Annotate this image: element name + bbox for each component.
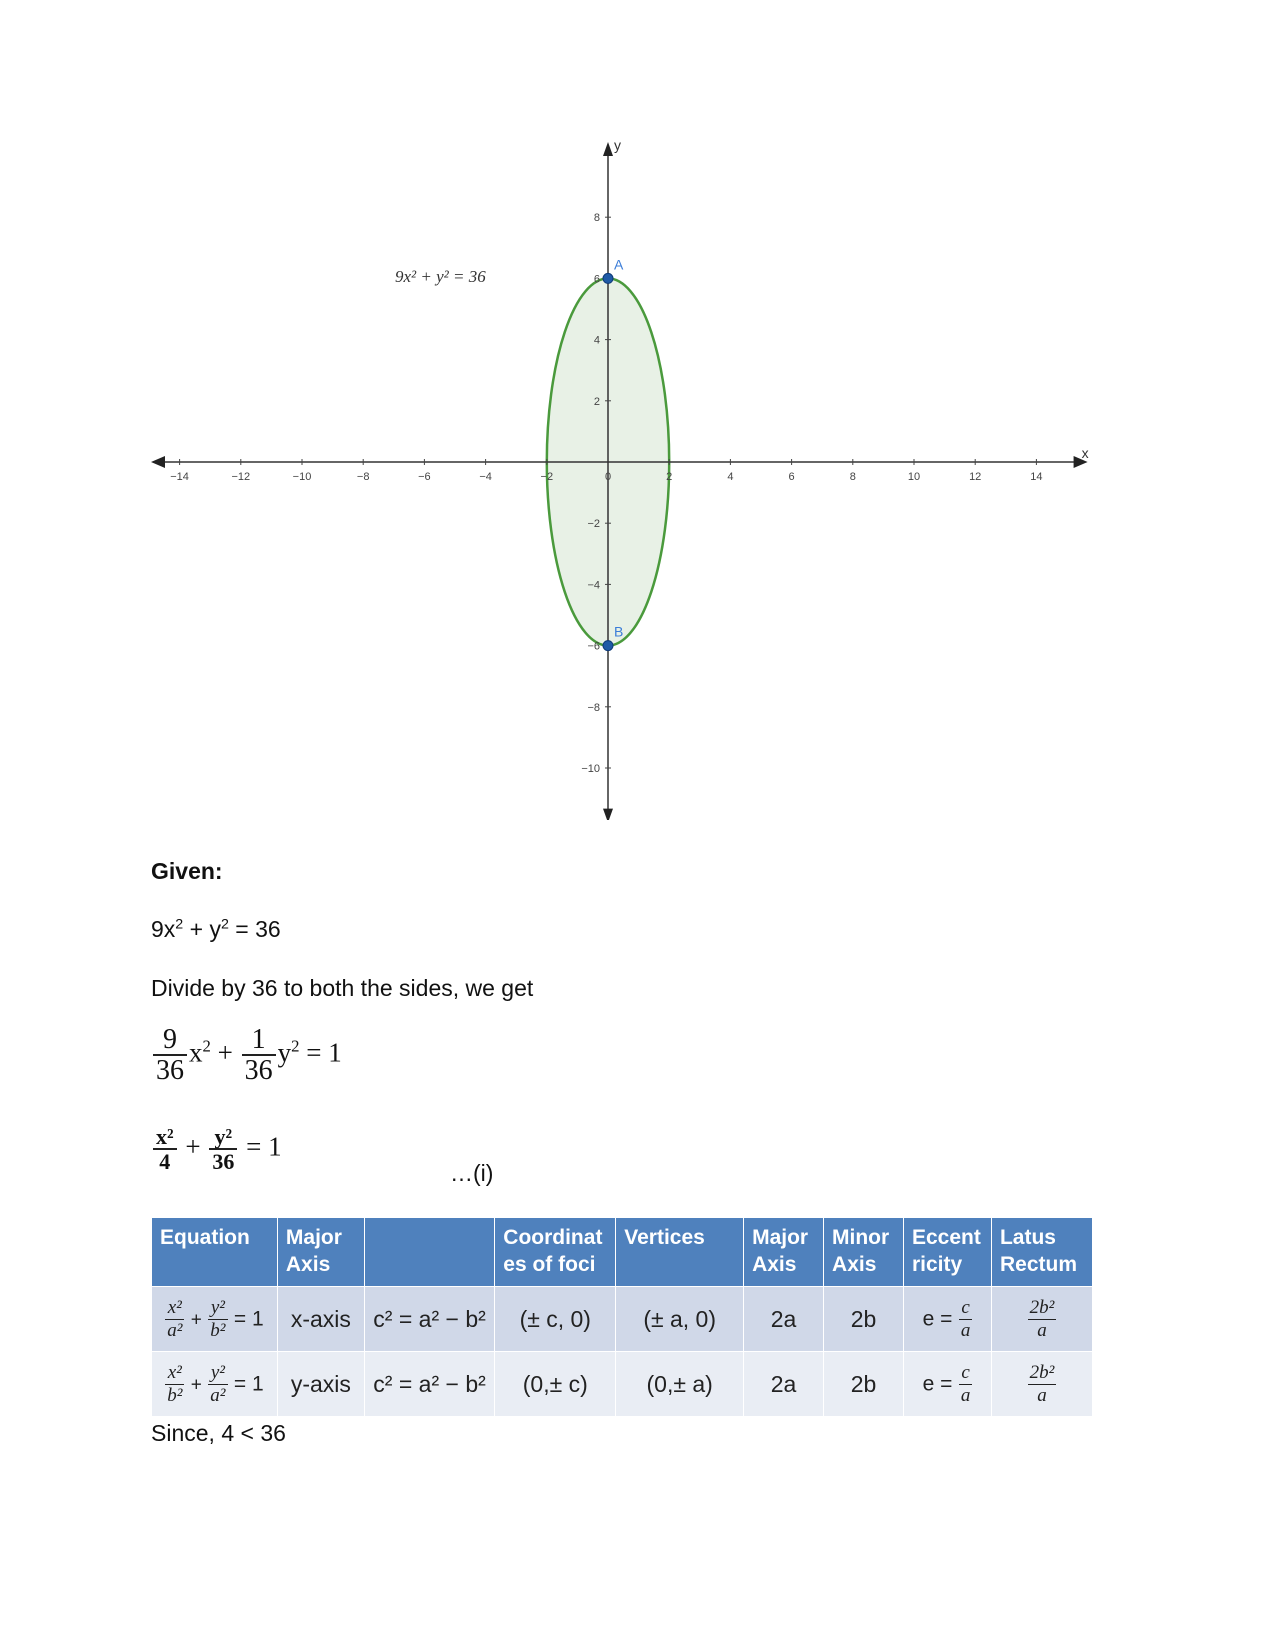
x-tick-label: −8 (356, 471, 370, 483)
fraction-x2-4: $\frac{\text{x²}}{4}$ (153, 1125, 177, 1173)
fraction-1-36: $\frac{1}{36}$ (242, 1025, 276, 1086)
cell-latus-rectum: $\frac{\text{2b²}}{a}$ (991, 1352, 1092, 1417)
y-tick-label: 8 (593, 212, 600, 225)
point-label-b: B (614, 623, 624, 640)
y-tick-label: −8 (587, 701, 600, 714)
x-tick-label: −14 (170, 471, 189, 483)
y-tick-label: −2 (587, 518, 600, 531)
x-tick-label: 4 (727, 471, 734, 483)
header-equation: Equation (152, 1218, 278, 1287)
y-axis-down-arrow (603, 809, 613, 820)
cell-relation: c² = a² − b² (364, 1287, 494, 1352)
x-tick-label: −2 (540, 471, 554, 483)
x-axis-label: x (1081, 445, 1089, 461)
x-tick-label: 6 (788, 471, 795, 483)
cell-major-axis: x-axis (277, 1287, 364, 1352)
x-tick-label: 2 (666, 471, 673, 483)
x-tick-label: 12 (969, 471, 982, 483)
x-tick-label: 10 (907, 471, 921, 483)
cell-eccentricity: e = $\frac{c}{a}$ (904, 1352, 992, 1417)
cell-equation: $\frac{\text{x²}}{\text{b²}}$ + $\frac{\text{y²}}{\text{a²}}$ = 1 (152, 1352, 278, 1417)
cell-relation: c² = a² − b² (364, 1352, 494, 1417)
cell-vertices: (± a, 0) (616, 1287, 744, 1352)
ellipse-graph (140, 140, 1090, 820)
y-axis-label: y (614, 140, 621, 153)
cell-minor-length: 2b (824, 1287, 904, 1352)
table-row (152, 1352, 1093, 1417)
table-header-row (152, 1218, 1093, 1287)
x-tick-label: −6 (418, 471, 431, 483)
y-tick-label: 4 (593, 334, 600, 347)
cell-equation: $\frac{\text{x²}}{\text{a²}}$ + $\frac{\text{y²}}{\text{b²}}$ = 1 (152, 1287, 278, 1352)
ellipse-properties-table-wrap (151, 1217, 1093, 1417)
graph-equation-label: 9x² + y² = 36 (395, 267, 486, 286)
header-major-axis: Major Axis (277, 1218, 364, 1287)
header-minor-axis-length: Minor Axis (824, 1218, 904, 1287)
cell-foci: (± c, 0) (495, 1287, 616, 1352)
given-heading: Given: (151, 858, 223, 884)
x-tick-label: 14 (1030, 471, 1043, 483)
cell-vertices: (0,± a) (616, 1352, 744, 1417)
since-statement: Since, 4 < 36 (151, 1420, 286, 1446)
cell-major-axis: y-axis (277, 1352, 364, 1417)
standard-form-equation: $\frac{\text{x²}}{4}$ + $\frac{\text{y²}}{36}$ = 1 (151, 1125, 282, 1173)
y-tick-label: −4 (587, 579, 600, 592)
x-tick-label: −12 (231, 471, 251, 483)
x-tick-label: −10 (292, 471, 312, 483)
point-label-a: A (614, 256, 624, 273)
y-tick-label: 6 (593, 273, 600, 286)
divide-instruction: Divide by 36 to both the sides, we get (151, 975, 534, 1001)
fraction-9-36: $\frac{9}{36}$ (153, 1025, 187, 1086)
point-b (603, 641, 613, 651)
point-a (603, 273, 613, 283)
cell-minor-length: 2b (824, 1352, 904, 1417)
x-axis-left-arrow (151, 456, 165, 468)
header-latus-rectum: Latus Rectum (991, 1218, 1092, 1287)
header-foci: Coordinat es of foci (495, 1218, 616, 1287)
x-tick-label: 8 (849, 471, 856, 483)
x-tick-label: −4 (479, 471, 492, 483)
cell-eccentricity: e = $\frac{c}{a}$ (904, 1287, 992, 1352)
y-axis-up-arrow (603, 142, 613, 156)
ellipse-properties-table (151, 1217, 1093, 1417)
header-vertices: Vertices (616, 1218, 744, 1287)
equation-reference-i: …(i) (450, 1160, 494, 1186)
header-major-axis-length: Major Axis (744, 1218, 824, 1287)
x-tick-label: 0 (604, 471, 612, 483)
y-tick-label: 2 (593, 395, 600, 408)
cell-latus-rectum: $\frac{\text{2b²}}{a}$ (991, 1287, 1092, 1352)
given-equation: $9x^2 + y^2 = 36$ (151, 916, 281, 942)
table-row (152, 1287, 1093, 1352)
header-relation (364, 1218, 494, 1287)
cell-major-length: 2a (744, 1287, 824, 1352)
cell-major-length: 2a (744, 1352, 824, 1417)
fraction-y2-36: $\frac{\text{y²}}{36}$ (209, 1125, 237, 1173)
header-eccentricity: Eccent ricity (904, 1218, 992, 1287)
cell-foci: (0,± c) (495, 1352, 616, 1417)
y-tick-label: −10 (581, 763, 600, 775)
divided-equation: $\frac{9}{36}$ $x^2$ + $\frac{1}{36}$ $y^2 = 1$ (151, 1025, 342, 1086)
y-tick-label: −6 (587, 640, 600, 653)
